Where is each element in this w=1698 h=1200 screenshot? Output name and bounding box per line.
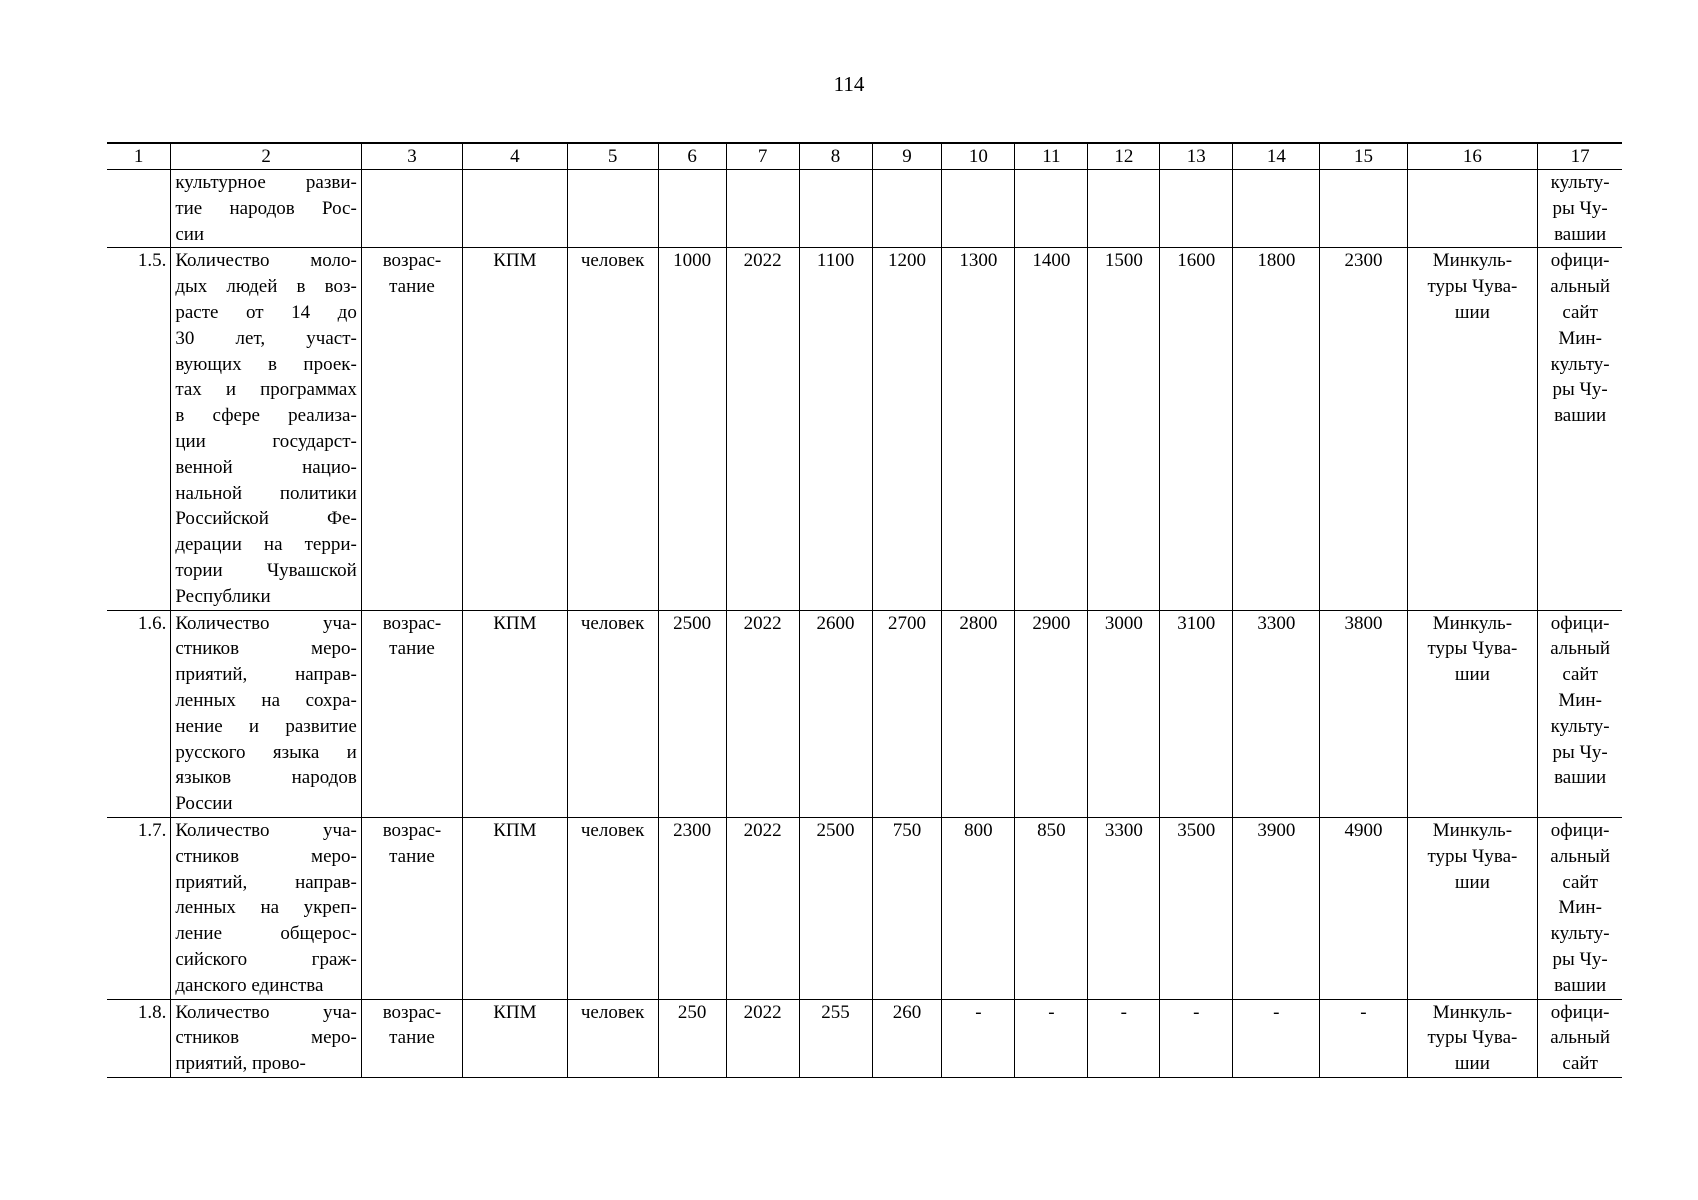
unit-cell: человек bbox=[567, 999, 658, 1077]
text-line: венной нацио- bbox=[175, 456, 357, 478]
text-line: Мин- bbox=[1558, 327, 1602, 349]
unit-code-cell bbox=[463, 170, 567, 248]
value-cell bbox=[1160, 170, 1233, 248]
text-line: Количество уча- bbox=[175, 1001, 357, 1023]
source-cell bbox=[1538, 999, 1622, 1077]
text-line: стников меро- bbox=[175, 1027, 357, 1049]
text-line: ры Чу- bbox=[1552, 379, 1608, 401]
text-line: дых людей в воз- bbox=[175, 276, 357, 298]
text-line: расте от 14 до bbox=[175, 301, 357, 323]
value-cell bbox=[872, 170, 942, 248]
column-number: 15 bbox=[1320, 143, 1407, 170]
text-line: вашии bbox=[1554, 223, 1607, 245]
text-line: ленных на сохра- bbox=[175, 689, 357, 711]
text-line: Мин- bbox=[1558, 897, 1602, 919]
text-line: возрас- bbox=[382, 819, 442, 841]
value-cell: 260 bbox=[872, 999, 942, 1077]
value-cell: - bbox=[1015, 999, 1088, 1077]
responsible-cell bbox=[1407, 170, 1538, 248]
text-line: шии bbox=[1454, 1053, 1490, 1075]
text-line: шии bbox=[1454, 664, 1490, 686]
text-line: туры Чува- bbox=[1427, 276, 1518, 298]
text-line: ры Чу- bbox=[1552, 948, 1608, 970]
text-line: приятий, направ- bbox=[175, 664, 357, 686]
text-line: тие народов Рос- bbox=[175, 197, 357, 219]
text-line: культу- bbox=[1550, 923, 1610, 945]
source-cell bbox=[1538, 610, 1622, 817]
value-cell: 3800 bbox=[1320, 610, 1407, 817]
value-cell: 1600 bbox=[1160, 248, 1233, 610]
value-cell: - bbox=[1320, 999, 1407, 1077]
column-number: 8 bbox=[799, 143, 872, 170]
text-line: Минкуль- bbox=[1432, 1001, 1513, 1023]
text-line: шии bbox=[1454, 871, 1490, 893]
text-line: стников меро- bbox=[175, 638, 357, 660]
text-line: Количество моло- bbox=[175, 250, 357, 272]
column-number: 10 bbox=[942, 143, 1015, 170]
value-cell: 2022 bbox=[726, 610, 799, 817]
value-cell: 3100 bbox=[1160, 610, 1233, 817]
text-line: тание bbox=[389, 276, 435, 298]
value-cell: 255 bbox=[799, 999, 872, 1077]
table-row bbox=[107, 817, 1622, 999]
text-line: вующих в проек- bbox=[175, 353, 357, 375]
responsible-cell bbox=[1407, 817, 1538, 999]
column-number: 16 bbox=[1407, 143, 1538, 170]
value-cell bbox=[1088, 170, 1160, 248]
value-cell: 800 bbox=[942, 817, 1015, 999]
text-line: офици- bbox=[1550, 612, 1610, 634]
text-line: сайт bbox=[1562, 664, 1598, 686]
direction-cell bbox=[361, 170, 462, 248]
responsible-cell bbox=[1407, 248, 1538, 610]
unit-cell: человек bbox=[567, 817, 658, 999]
value-cell: - bbox=[942, 999, 1015, 1077]
value-cell: 2500 bbox=[658, 610, 726, 817]
text-line: тание bbox=[389, 638, 435, 660]
text-line: сийского граж- bbox=[175, 948, 357, 970]
value-cell: 2800 bbox=[942, 610, 1015, 817]
value-cell: 2022 bbox=[726, 817, 799, 999]
text-line: ции государст- bbox=[175, 430, 357, 452]
text-line: туры Чува- bbox=[1427, 638, 1518, 660]
value-cell: 3900 bbox=[1233, 817, 1320, 999]
column-number: 12 bbox=[1088, 143, 1160, 170]
value-cell: 1400 bbox=[1015, 248, 1088, 610]
value-cell bbox=[658, 170, 726, 248]
text-line: офици- bbox=[1550, 250, 1610, 272]
text-line: ленных на укреп- bbox=[175, 897, 357, 919]
value-cell: - bbox=[1233, 999, 1320, 1077]
unit-code-cell: КПМ bbox=[463, 248, 567, 610]
indicator-description bbox=[171, 248, 362, 610]
value-cell: 850 bbox=[1015, 817, 1088, 999]
text-line: Минкуль- bbox=[1432, 612, 1513, 634]
value-cell bbox=[942, 170, 1015, 248]
text-line: возрас- bbox=[382, 1001, 442, 1023]
text-line: дерации на терри- bbox=[175, 534, 357, 556]
text-line: шии bbox=[1454, 301, 1490, 323]
source-cell bbox=[1538, 170, 1622, 248]
unit-cell bbox=[567, 170, 658, 248]
value-cell: 2022 bbox=[726, 248, 799, 610]
indicator-description bbox=[171, 999, 362, 1077]
direction-cell bbox=[361, 817, 462, 999]
text-line: сии bbox=[175, 223, 205, 245]
unit-cell: человек bbox=[567, 610, 658, 817]
value-cell: 4900 bbox=[1320, 817, 1407, 999]
text-line: Минкуль- bbox=[1432, 250, 1513, 272]
value-cell bbox=[1233, 170, 1320, 248]
text-line: туры Чува- bbox=[1427, 845, 1518, 867]
text-line: языков народов bbox=[175, 767, 357, 789]
text-line: нальной политики bbox=[175, 482, 357, 504]
text-line: туры Чува- bbox=[1427, 1027, 1518, 1049]
column-number: 4 bbox=[463, 143, 567, 170]
text-line: России bbox=[175, 793, 233, 815]
value-cell: 250 bbox=[658, 999, 726, 1077]
text-line: Республики bbox=[175, 585, 271, 607]
text-line: данского единства bbox=[175, 974, 324, 996]
indicator-description bbox=[171, 817, 362, 999]
value-cell bbox=[726, 170, 799, 248]
column-number: 6 bbox=[658, 143, 726, 170]
text-line: нение и развитие bbox=[175, 715, 357, 737]
source-cell bbox=[1538, 817, 1622, 999]
text-line: в сфере реализа- bbox=[175, 405, 357, 427]
responsible-cell bbox=[1407, 999, 1538, 1077]
row-number: 1.8. bbox=[107, 999, 171, 1077]
text-line: альный bbox=[1550, 276, 1611, 298]
column-number: 14 bbox=[1233, 143, 1320, 170]
column-numbers-row bbox=[107, 143, 1622, 170]
value-cell: 2022 bbox=[726, 999, 799, 1077]
table-row bbox=[107, 170, 1622, 248]
text-line: альный bbox=[1550, 1027, 1611, 1049]
value-cell: 3000 bbox=[1088, 610, 1160, 817]
responsible-cell bbox=[1407, 610, 1538, 817]
page-number: 114 bbox=[833, 72, 865, 96]
value-cell: - bbox=[1160, 999, 1233, 1077]
text-line: альный bbox=[1550, 845, 1611, 867]
value-cell: 3300 bbox=[1088, 817, 1160, 999]
row-number: 1.7. bbox=[107, 817, 171, 999]
text-line: 30 лет, участ- bbox=[175, 327, 357, 349]
text-line: тание bbox=[389, 1027, 435, 1049]
column-number: 9 bbox=[872, 143, 942, 170]
column-number: 1 bbox=[107, 143, 171, 170]
value-cell: 3300 bbox=[1233, 610, 1320, 817]
value-cell: 2900 bbox=[1015, 610, 1088, 817]
text-line: альный bbox=[1550, 638, 1611, 660]
value-cell bbox=[799, 170, 872, 248]
text-line: культурное разви- bbox=[175, 172, 357, 193]
unit-cell: человек bbox=[567, 248, 658, 610]
text-line: сайт bbox=[1562, 1053, 1598, 1075]
value-cell: 1800 bbox=[1233, 248, 1320, 610]
value-cell: 2500 bbox=[799, 817, 872, 999]
value-cell: 1100 bbox=[799, 248, 872, 610]
text-line: ление общерос- bbox=[175, 923, 357, 945]
value-cell: - bbox=[1088, 999, 1160, 1077]
column-number: 7 bbox=[726, 143, 799, 170]
text-line: тание bbox=[389, 845, 435, 867]
text-line: Минкуль- bbox=[1432, 819, 1513, 841]
text-line: культу- bbox=[1550, 353, 1610, 375]
column-number: 11 bbox=[1015, 143, 1088, 170]
table-row bbox=[107, 610, 1622, 817]
indicator-description bbox=[171, 170, 362, 248]
text-line: вашии bbox=[1554, 974, 1607, 996]
text-line: Количество уча- bbox=[175, 819, 357, 841]
indicators-table bbox=[107, 142, 1622, 1078]
text-line: возрас- bbox=[382, 612, 442, 634]
text-line: стников меро- bbox=[175, 845, 357, 867]
text-line: приятий, прово- bbox=[175, 1053, 306, 1075]
value-cell: 750 bbox=[872, 817, 942, 999]
value-cell: 3500 bbox=[1160, 817, 1233, 999]
text-line: офици- bbox=[1550, 819, 1610, 841]
column-number: 17 bbox=[1538, 143, 1622, 170]
text-line: приятий, направ- bbox=[175, 871, 357, 893]
value-cell: 2300 bbox=[658, 817, 726, 999]
value-cell bbox=[1015, 170, 1088, 248]
text-line: культу- bbox=[1550, 715, 1610, 737]
text-line: сайт bbox=[1562, 871, 1598, 893]
indicator-description bbox=[171, 610, 362, 817]
value-cell: 1500 bbox=[1088, 248, 1160, 610]
column-number: 2 bbox=[171, 143, 362, 170]
text-line: офици- bbox=[1550, 1001, 1610, 1023]
text-line: ры Чу- bbox=[1552, 197, 1608, 219]
text-line: тории Чувашской bbox=[175, 559, 357, 581]
direction-cell bbox=[361, 999, 462, 1077]
value-cell: 1000 bbox=[658, 248, 726, 610]
text-line: сайт bbox=[1562, 301, 1598, 323]
text-line: Мин- bbox=[1558, 689, 1602, 711]
unit-code-cell: КПМ bbox=[463, 999, 567, 1077]
table-row bbox=[107, 248, 1622, 610]
text-line: возрас- bbox=[382, 250, 442, 272]
source-cell bbox=[1538, 248, 1622, 610]
text-line: русского языка и bbox=[175, 741, 357, 763]
value-cell: 2300 bbox=[1320, 248, 1407, 610]
value-cell: 2600 bbox=[799, 610, 872, 817]
column-number: 5 bbox=[567, 143, 658, 170]
table-row bbox=[107, 999, 1622, 1077]
text-line: Количество уча- bbox=[175, 612, 357, 634]
text-line: вашии bbox=[1554, 767, 1607, 789]
text-line: ры Чу- bbox=[1552, 741, 1608, 763]
text-line: Российской Фе- bbox=[175, 508, 357, 530]
column-number: 13 bbox=[1160, 143, 1233, 170]
value-cell: 1200 bbox=[872, 248, 942, 610]
row-number bbox=[107, 170, 171, 248]
value-cell: 1300 bbox=[942, 248, 1015, 610]
value-cell bbox=[1320, 170, 1407, 248]
row-number: 1.5. bbox=[107, 248, 171, 610]
value-cell: 2700 bbox=[872, 610, 942, 817]
text-line: вашии bbox=[1554, 405, 1607, 427]
text-line: культу- bbox=[1550, 172, 1610, 193]
unit-code-cell: КПМ bbox=[463, 610, 567, 817]
text-line: тах и программах bbox=[175, 379, 357, 401]
unit-code-cell: КПМ bbox=[463, 817, 567, 999]
direction-cell bbox=[361, 610, 462, 817]
row-number: 1.6. bbox=[107, 610, 171, 817]
column-number: 3 bbox=[361, 143, 462, 170]
direction-cell bbox=[361, 248, 462, 610]
